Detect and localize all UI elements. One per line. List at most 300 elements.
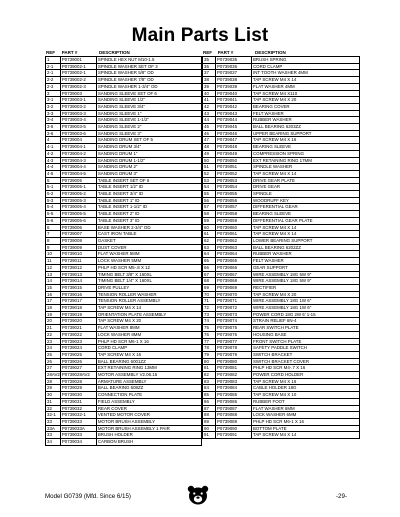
ref-cell: 40	[203, 90, 216, 97]
part-number-cell: P0739004-4	[60, 164, 96, 171]
ref-cell: 49	[203, 150, 216, 157]
description-cell: DUST COVER	[96, 244, 201, 251]
part-number-cell: P0739054	[216, 184, 252, 191]
table-row	[203, 432, 360, 439]
ref-cell: 72	[203, 305, 216, 312]
part-number-cell: P0739057	[216, 204, 252, 211]
description-cell: VENTED MOTOR COVER	[96, 412, 201, 419]
part-number-cell: P0739055	[216, 191, 252, 198]
part-number-cell: P0739021	[60, 325, 96, 332]
table-row	[46, 439, 202, 446]
description-cell: LOWER BEARING SUPPORT	[252, 237, 360, 244]
ref-cell: 55	[203, 191, 216, 198]
table-row	[46, 418, 202, 425]
table-row	[46, 378, 202, 385]
ref-cell: 21	[46, 325, 61, 332]
ref-cell: 16	[46, 291, 61, 298]
ref-cell: 57	[203, 204, 216, 211]
description-cell: REAR COVER	[96, 405, 201, 412]
part-number-cell: P0739072	[216, 305, 252, 312]
part-number-cell: P0739087	[216, 405, 252, 412]
ref-cell: 24	[46, 345, 61, 352]
part-number-cell: P0739041	[216, 97, 252, 104]
description-cell: BALL BEARING 6203ZZ	[252, 124, 360, 131]
table-row	[46, 405, 202, 412]
ref-cell: 33A	[46, 425, 61, 432]
table-row	[203, 204, 360, 211]
ref-cell: 89	[203, 418, 216, 425]
table-row	[46, 271, 202, 278]
table-row	[46, 137, 202, 144]
part-number-cell: P0739074	[216, 318, 252, 325]
part-number-cell: P0739003-6	[60, 130, 96, 137]
table-row	[46, 77, 202, 84]
ref-cell: 71	[203, 298, 216, 305]
description-cell: POWER CORD HOLDER	[252, 372, 360, 379]
description-cell: TABLE INSERT 1/2" ID	[96, 184, 201, 191]
table-row	[46, 130, 202, 137]
ref-cell: 46	[203, 130, 216, 137]
table-row	[203, 392, 360, 399]
header-description: DESCRIPTION	[255, 50, 286, 55]
description-cell: TAP SCREW M4 X 14	[252, 432, 360, 439]
description-cell: BALL BEARING 6202ZZ	[252, 244, 360, 251]
description-cell: CORD CLAMP	[252, 63, 360, 70]
description-cell: COMPRESSION SPRING	[252, 150, 360, 157]
table-row	[203, 191, 360, 198]
ref-cell: 30	[46, 392, 61, 399]
description-cell: BEARING SLEEVE	[252, 211, 360, 218]
page-number: -29-	[336, 493, 348, 500]
ref-cell: 91	[203, 432, 216, 439]
ref-cell: 59	[203, 217, 216, 224]
table-header	[202, 47, 361, 56]
part-number-cell: P0739008	[60, 237, 96, 244]
table-row	[203, 137, 360, 144]
table-row	[203, 97, 360, 104]
table-row	[203, 425, 360, 432]
description-cell: SANDING DRUM SET OF 5	[96, 137, 201, 144]
part-number-cell: P0739043	[216, 110, 252, 117]
ref-cell: 19	[46, 311, 61, 318]
part-number-cell: P0739025	[60, 351, 96, 358]
part-number-cell: P0739088	[216, 412, 252, 419]
table-row	[203, 264, 360, 271]
part-number-cell: P0739014	[60, 278, 96, 285]
description-cell: CORD CLAMP	[96, 345, 201, 352]
ref-cell: 28AV2	[47, 372, 60, 378]
table-row	[203, 130, 360, 137]
part-number-cell: P0739069	[216, 284, 252, 291]
description-cell: TENSION ROLLER ASSEMBLY	[96, 298, 201, 305]
ref-cell: 36	[203, 63, 216, 70]
ref-cell: 3-2	[46, 103, 61, 110]
description-cell: RUBBER WASHER	[252, 251, 360, 258]
ref-cell: 5-3	[46, 197, 61, 204]
description-cell: STRAIN RELIEF 6N-4	[252, 318, 360, 325]
table-row	[203, 372, 360, 379]
header-part: PART #	[61, 50, 78, 55]
part-number-cell: P0739066	[216, 264, 252, 271]
table-row	[203, 291, 360, 298]
description-cell: SANDING DRUM 3"	[96, 170, 201, 177]
part-number-cell: P0739005-3	[60, 197, 96, 204]
part-number-cell: P0739035	[216, 57, 252, 64]
description-cell: FLAT WASHER 6MM	[252, 405, 360, 412]
ref-cell: 76	[203, 331, 216, 338]
description-cell: FELT WASHER	[252, 110, 360, 117]
part-number-cell: P0739029	[60, 385, 96, 392]
ref-cell: 15	[46, 284, 61, 291]
description-cell: TAP SCREW M4 X 14	[96, 305, 201, 312]
table-row	[203, 150, 360, 157]
parts-table-right	[202, 47, 361, 439]
table-row	[46, 358, 202, 365]
ref-cell: 69	[203, 284, 216, 291]
part-number-cell: P0739011	[60, 258, 96, 265]
table-row	[46, 117, 202, 124]
table-row	[203, 284, 360, 291]
description-cell: SWITCH BRACKET COVER	[252, 358, 360, 365]
ref-cell: 33	[46, 418, 61, 425]
ref-cell: 4	[46, 137, 61, 144]
description-cell: SANDING SLEEVE 3/4"	[96, 103, 201, 110]
description-cell: DRIVE PULLEY	[96, 284, 201, 291]
ref-cell: 17	[46, 298, 61, 305]
table-row	[203, 258, 360, 265]
ref-cell: 80	[203, 358, 216, 365]
part-number-cell: P0739042	[216, 103, 252, 110]
description-cell: TAP SCREW M4 X 16	[96, 351, 201, 358]
description-cell: CAST IRON TABLE	[96, 231, 201, 238]
ref-cell: 27	[46, 365, 61, 372]
ref-cell: 22	[46, 331, 61, 338]
description-cell: BASE WASHER 2-3/4" OD	[96, 224, 201, 231]
ref-cell: 28	[46, 378, 61, 385]
table-row	[46, 57, 202, 64]
description-cell: TAP SCREW M4 X 14	[252, 231, 360, 238]
ref-cell: 9	[46, 244, 61, 251]
ref-cell: 2-2	[46, 77, 61, 84]
ref-cell: 4-3	[46, 157, 61, 164]
description-cell: FRONT SWITCH PLATE	[252, 338, 360, 345]
ref-cell: 2-1	[46, 63, 61, 70]
description-cell: RUBBER FOOT	[252, 398, 360, 405]
description-cell: PHLP HD SCR M6-1 X 16	[252, 418, 360, 425]
table-row	[203, 77, 360, 84]
description-cell: SANDING SLEEVE SET OF 6	[96, 90, 201, 97]
table-row	[203, 70, 360, 77]
ref-cell: 5-1	[46, 184, 61, 191]
ref-cell: 25	[46, 351, 61, 358]
ref-cell: 58	[203, 211, 216, 218]
table-row	[203, 157, 360, 164]
table-row	[46, 372, 202, 379]
description-cell: CARBON BRUSH	[96, 439, 201, 446]
ref-cell: 18	[46, 305, 61, 312]
table-row	[46, 191, 202, 198]
part-number-cell: P0739064	[216, 251, 252, 258]
description-cell: RECTIFIER	[252, 284, 360, 291]
table-row	[203, 57, 360, 64]
part-number-cell: P0739080	[216, 358, 252, 365]
ref-cell: 70	[203, 291, 216, 298]
ref-cell: 82	[203, 372, 216, 379]
description-cell: TAP SCREW M4 X 14	[252, 170, 360, 177]
table-row	[203, 177, 360, 184]
part-number-cell: P0739003-3	[60, 110, 96, 117]
ref-cell: 2-1	[46, 70, 61, 77]
ref-cell: 8	[46, 237, 61, 244]
ref-cell: 5-6	[46, 217, 61, 224]
description-cell: POWER CORD 18G 2W 6' 1-15	[252, 311, 360, 318]
ref-cell: 56	[203, 197, 216, 204]
part-number-cell: P0739018	[60, 305, 96, 312]
description-cell: BOTTOM PLATE	[252, 425, 360, 432]
table-row	[203, 224, 360, 231]
ref-cell: 52	[203, 170, 216, 177]
part-number-cell: P0739056	[216, 197, 252, 204]
description-cell: MOTOR BRUSH ASSEMBLY 1 PAIR	[96, 425, 201, 432]
ref-cell: 5-4	[46, 204, 61, 211]
table-row	[203, 170, 360, 177]
table-row	[203, 318, 360, 325]
ref-cell: 83	[203, 378, 216, 385]
ref-cell: 4-1	[46, 144, 61, 151]
ref-cell: 4-5	[46, 170, 61, 177]
part-number-cell: P0739001	[60, 57, 96, 64]
ref-cell: 26	[46, 358, 61, 365]
ref-cell: 34	[46, 439, 61, 446]
part-number-cell: P0739040	[216, 90, 252, 97]
table-row	[46, 231, 202, 238]
table-row	[46, 110, 202, 117]
description-cell: HOUSING BASE	[252, 331, 360, 338]
ref-cell: 81	[203, 365, 216, 372]
table-row	[46, 398, 202, 405]
part-number-cell: P0739003	[60, 90, 96, 97]
ref-cell: 23	[46, 338, 61, 345]
description-cell: REAR SWITCH PLATE	[252, 325, 360, 332]
description-cell: SANDING SLEEVE 2"	[96, 124, 201, 131]
description-cell: SPINDLE	[252, 191, 360, 198]
ref-cell: 68	[203, 278, 216, 285]
description-cell: TAP SCREW M4 X 16	[252, 378, 360, 385]
page-title: Main Parts List	[131, 25, 269, 46]
description-cell: ARMATURE ASSEMBLY	[96, 378, 201, 385]
table-row	[46, 291, 202, 298]
table-row	[203, 217, 360, 224]
part-number-cell: P0739083	[216, 378, 252, 385]
description-cell: BEARING SLEEVE	[252, 144, 360, 151]
description-cell: BALL BEARING 608ZZ	[96, 385, 201, 392]
ref-cell: 3-6	[46, 130, 61, 137]
ref-cell: 79	[203, 351, 216, 358]
model-label: Model G0739 (Mfd. Since 6/15)	[45, 493, 131, 500]
description-cell: SANDING DRUM 2"	[96, 164, 201, 171]
part-number-cell: P0739006	[60, 224, 96, 231]
description-cell: FLAT WASHER 5MM	[96, 251, 201, 258]
description-cell: WOODRUFF KEY	[252, 197, 360, 204]
description-cell: BRUSH HOLDER	[96, 432, 201, 439]
table-row	[46, 83, 202, 90]
description-cell: TAP SCREW M4 X 16	[252, 137, 360, 144]
table-row	[203, 103, 360, 110]
parts-table	[45, 56, 202, 446]
description-cell: SANDING SLEEVE 1/2"	[96, 97, 201, 104]
part-number-cell: P0739031	[60, 398, 96, 405]
part-number-cell: P0739070	[216, 291, 252, 298]
table-row	[203, 124, 360, 131]
description-cell: DRIVE GEAR	[252, 184, 360, 191]
ref-cell: 54	[203, 184, 216, 191]
description-cell: TABLE INSERT 1" ID	[96, 197, 201, 204]
description-cell: PHLP HD SCR M4-.7 X 16	[252, 365, 360, 372]
part-number-cell: P0739079	[216, 351, 252, 358]
part-number-cell: P0739085	[216, 392, 252, 399]
part-number-cell: P0739013	[60, 271, 96, 278]
part-number-cell: P0739086	[216, 398, 252, 405]
part-number-cell: P0739091	[216, 432, 252, 439]
ref-cell: 5	[46, 177, 61, 184]
part-number-cell: P0739005-6	[60, 217, 96, 224]
part-number-cell: P0739016	[60, 291, 96, 298]
part-number-cell: P0739048	[216, 144, 252, 151]
table-row	[203, 184, 360, 191]
part-number-cell: P0739068	[216, 278, 252, 285]
part-number-cell: P0739058	[216, 211, 252, 218]
ref-cell: 39	[203, 83, 216, 90]
table-row	[46, 70, 202, 77]
part-number-cell: P0739022	[60, 331, 96, 338]
ref-cell: 3	[46, 90, 61, 97]
part-number-cell: P0739009	[60, 244, 96, 251]
ref-cell: 48	[203, 144, 216, 151]
description-cell: SAFETY PADDLE SWITCH	[252, 345, 360, 352]
description-cell: WIRE ASSEMBLY 18G 1W 6"	[252, 298, 360, 305]
part-number-cell: P0739061	[216, 231, 252, 238]
table-row	[46, 237, 202, 244]
description-cell: FELT WASHER	[252, 258, 360, 265]
description-cell: BEARING COVER	[252, 103, 360, 110]
table-row	[203, 325, 360, 332]
ref-cell: 32	[46, 405, 61, 412]
part-number-cell: P0739002-1	[60, 63, 96, 70]
ref-cell: 38	[203, 77, 216, 84]
description-cell: SPINDLE WASHER 7/8" OD	[96, 77, 201, 84]
ref-cell: 67	[203, 271, 216, 278]
table-row	[203, 110, 360, 117]
part-number-cell: P0739071	[216, 298, 252, 305]
ref-cell: 31	[46, 398, 61, 405]
part-number-cell: P0739044	[216, 117, 252, 124]
ref-cell: 84	[203, 385, 216, 392]
ref-cell: 60	[203, 224, 216, 231]
ref-cell: 7	[46, 231, 61, 238]
part-number-cell: P0739036	[216, 63, 252, 70]
table-row	[46, 392, 202, 399]
description-cell: TAP SCREW M4 X110	[252, 90, 360, 97]
part-number-cell: P0739053	[216, 177, 252, 184]
table-row	[203, 90, 360, 97]
table-row	[46, 311, 202, 318]
table-row	[46, 211, 202, 218]
part-number-cell: P0739062	[216, 237, 252, 244]
table-row	[203, 358, 360, 365]
table-row	[46, 351, 202, 358]
table-row	[46, 177, 202, 184]
table-row	[46, 164, 202, 171]
part-number-cell: P0739039	[216, 83, 252, 90]
description-cell: WIRE ASSEMBLY 18G 5W 9"	[252, 271, 360, 278]
ref-cell: 47	[203, 137, 216, 144]
part-number-cell: P0739089	[216, 418, 252, 425]
table-row	[46, 217, 202, 224]
description-cell: DRIVE GEAR PLATE	[252, 177, 360, 184]
part-number-cell: P0739049	[216, 150, 252, 157]
description-cell: UPPER BEARING SUPPORT	[252, 130, 360, 137]
table-row	[203, 164, 360, 171]
description-cell: TAP SCREW M4 X 20	[252, 97, 360, 104]
table-row	[46, 305, 202, 312]
table-row	[46, 412, 202, 419]
part-number-cell: P0739007	[60, 231, 96, 238]
part-number-cell: P0739033	[60, 418, 96, 425]
table-row	[203, 378, 360, 385]
part-number-cell: P0739003-4	[60, 117, 96, 124]
table-row	[46, 244, 202, 251]
table-row	[203, 117, 360, 124]
ref-cell: 10	[46, 251, 61, 258]
table-row	[203, 311, 360, 318]
part-number-cell: P0739002-3	[60, 83, 96, 90]
description-cell: SPINDLE WASHER 5/8" OD	[96, 70, 201, 77]
table-row	[203, 385, 360, 392]
ref-cell: 37	[203, 70, 216, 77]
part-number-cell: P0739090	[216, 425, 252, 432]
description-cell: RUBBER WASHER	[252, 117, 360, 124]
table-row	[46, 345, 202, 352]
description-cell: BALL BEARING 6001ZZ	[96, 358, 201, 365]
part-number-cell: P0739004-1	[60, 144, 96, 151]
part-number-cell: P0739052	[216, 170, 252, 177]
table-row	[46, 144, 202, 151]
table-row	[203, 412, 360, 419]
ref-cell: 88	[203, 412, 216, 419]
table-row	[203, 418, 360, 425]
description-cell: SPINDLE HEX NUT M10-1.5	[96, 57, 201, 64]
table-row	[46, 432, 202, 439]
ref-cell: 4-2	[46, 150, 61, 157]
description-cell: PHLP HD SCR M6-1 X 16	[96, 338, 201, 345]
part-number-cell: P0739073	[216, 311, 252, 318]
description-cell: TENSION ROLLER WASHER	[96, 291, 201, 298]
description-cell: EXT RETAINING RING 13MM	[96, 365, 201, 372]
ref-cell: 87	[203, 405, 216, 412]
ref-cell: 75	[203, 325, 216, 332]
ref-cell: 85	[203, 392, 216, 399]
part-number-cell: P0739023	[60, 338, 96, 345]
description-cell: DIFFERENTIAL GEAR PLATE	[252, 217, 360, 224]
part-number-cell: P0739082	[216, 372, 252, 379]
part-number-cell: P0739067	[216, 271, 252, 278]
ref-cell: 3-4	[46, 117, 61, 124]
description-cell: INT TOOTH WASHER 4MM	[252, 70, 360, 77]
part-number-cell: P0739034	[60, 439, 96, 446]
part-number-cell: P0739047	[216, 137, 252, 144]
description-cell: SANDING DRUM 1-1/2"	[96, 157, 201, 164]
part-number-cell: P0739005-4	[60, 204, 96, 211]
